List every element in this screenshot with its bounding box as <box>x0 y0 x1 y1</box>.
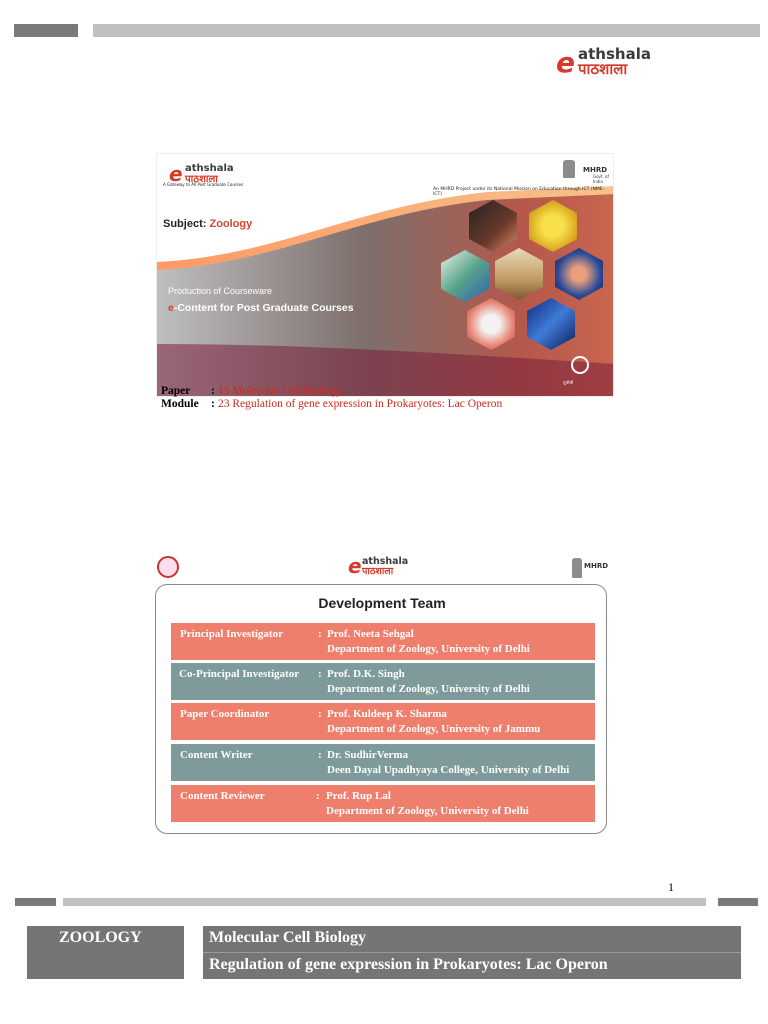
national-emblem-icon <box>563 160 575 178</box>
logo-text-bottom: पाठशाला <box>578 60 628 78</box>
team-row <box>171 703 595 740</box>
module-value: 23 Regulation of gene expression in Prokaryotes: Lac Operon <box>218 398 503 410</box>
top-left-bar <box>14 24 78 37</box>
team-member-name: Prof. D.K. Singh <box>327 668 405 680</box>
team-role: Content Writer <box>180 749 253 761</box>
logo-text-bottom: पाठशाला <box>185 174 218 185</box>
econtent-line <box>168 302 354 314</box>
team-member-name: Dr. SudhirVerma <box>327 749 409 761</box>
team-row <box>171 623 595 660</box>
course-slide-image <box>156 153 614 397</box>
top-right-bar <box>93 24 760 37</box>
paper-label: Paper <box>161 385 191 397</box>
epathshala-logo <box>556 45 676 81</box>
mhrd-label: MHRD <box>583 166 608 174</box>
subject-value: Zoology <box>209 218 253 230</box>
footer-subject: ZOOLOGY <box>59 929 142 946</box>
ugc-label: यूजीसी <box>563 380 574 385</box>
team-member-name: Prof. Rup Lal <box>326 790 391 802</box>
team-member-name: Prof. Kuldeep K. Sharma <box>327 708 447 720</box>
team-colon: : <box>318 749 322 761</box>
team-row <box>171 663 595 700</box>
team-role: Principal Investigator <box>180 628 283 640</box>
university-seal-icon <box>157 556 179 578</box>
bottom-left-bar <box>15 898 56 906</box>
national-emblem-icon <box>572 558 582 578</box>
slide2-epathshala-logo <box>348 556 418 582</box>
team-colon: : <box>318 668 322 680</box>
development-team-title: Development Team <box>318 595 446 611</box>
logo-text-top: athshala <box>185 163 234 174</box>
footer-divider <box>203 952 741 953</box>
team-colon: : <box>316 790 320 802</box>
e-logo-icon: e <box>556 46 575 79</box>
mhrd-label: MHRD <box>584 562 609 570</box>
module-label: Module <box>161 398 199 410</box>
team-role: Paper Coordinator <box>180 708 270 720</box>
logo-text-top: athshala <box>362 556 409 567</box>
team-member-dept: Deen Dayal Upadhyaya College, University of Delhi <box>327 764 570 776</box>
team-colon: : <box>318 628 322 640</box>
bottom-right-bar <box>718 898 758 906</box>
footer-title-box <box>203 926 741 979</box>
e-logo-icon: e <box>169 162 183 186</box>
subject-label: Subject: <box>163 218 207 230</box>
mhrd-sub-label: Govt. of India <box>593 174 609 184</box>
module-colon: : <box>211 398 215 410</box>
mission-text: An MHRD Project under its National Mission on Education through ICT (NME-ICT) <box>433 187 605 197</box>
logo-text-top: athshala <box>578 45 651 63</box>
team-role: Co-Principal Investigator <box>179 668 300 680</box>
e-logo-icon: e <box>348 554 362 578</box>
team-row <box>171 744 595 781</box>
econtent-text: -Content for Post Graduate Courses <box>173 302 354 314</box>
e-logo-icon: e <box>168 302 174 314</box>
ugc-seal-icon <box>571 356 589 374</box>
team-colon: : <box>318 708 322 720</box>
team-member-dept: Department of Zoology, University of Delhi <box>327 643 530 655</box>
paper-value: 15 Molecular Cell Biology <box>218 385 342 397</box>
module-line <box>161 398 561 412</box>
footer-paper-title: Molecular Cell Biology <box>209 929 367 946</box>
team-member-dept: Department of Zoology, University of Delhi <box>326 805 529 817</box>
team-member-dept: Department of Zoology, University of Jammu <box>327 723 541 735</box>
team-member-dept: Department of Zoology, University of Delhi <box>327 683 530 695</box>
slide1-epathshala-logo <box>169 162 289 192</box>
paper-colon: : <box>211 385 215 397</box>
production-text: Production of Courseware <box>168 286 273 296</box>
team-member-name: Prof. Neeta Sehgal <box>327 628 414 640</box>
team-row <box>171 785 595 822</box>
page-number: 1 <box>668 880 674 894</box>
paper-line <box>161 385 561 399</box>
logo-text-bottom: पाठशाला <box>362 566 394 577</box>
footer-subject-box <box>27 926 184 979</box>
slide1-tagline: A Gateway to All Post Graduate Courses <box>163 182 244 187</box>
footer-module-title: Regulation of gene expression in Prokaryotes: Lac Operon <box>209 956 608 973</box>
subject-line <box>163 218 252 230</box>
team-role: Content Reviewer <box>180 790 265 802</box>
bottom-mid-bar <box>63 898 706 906</box>
